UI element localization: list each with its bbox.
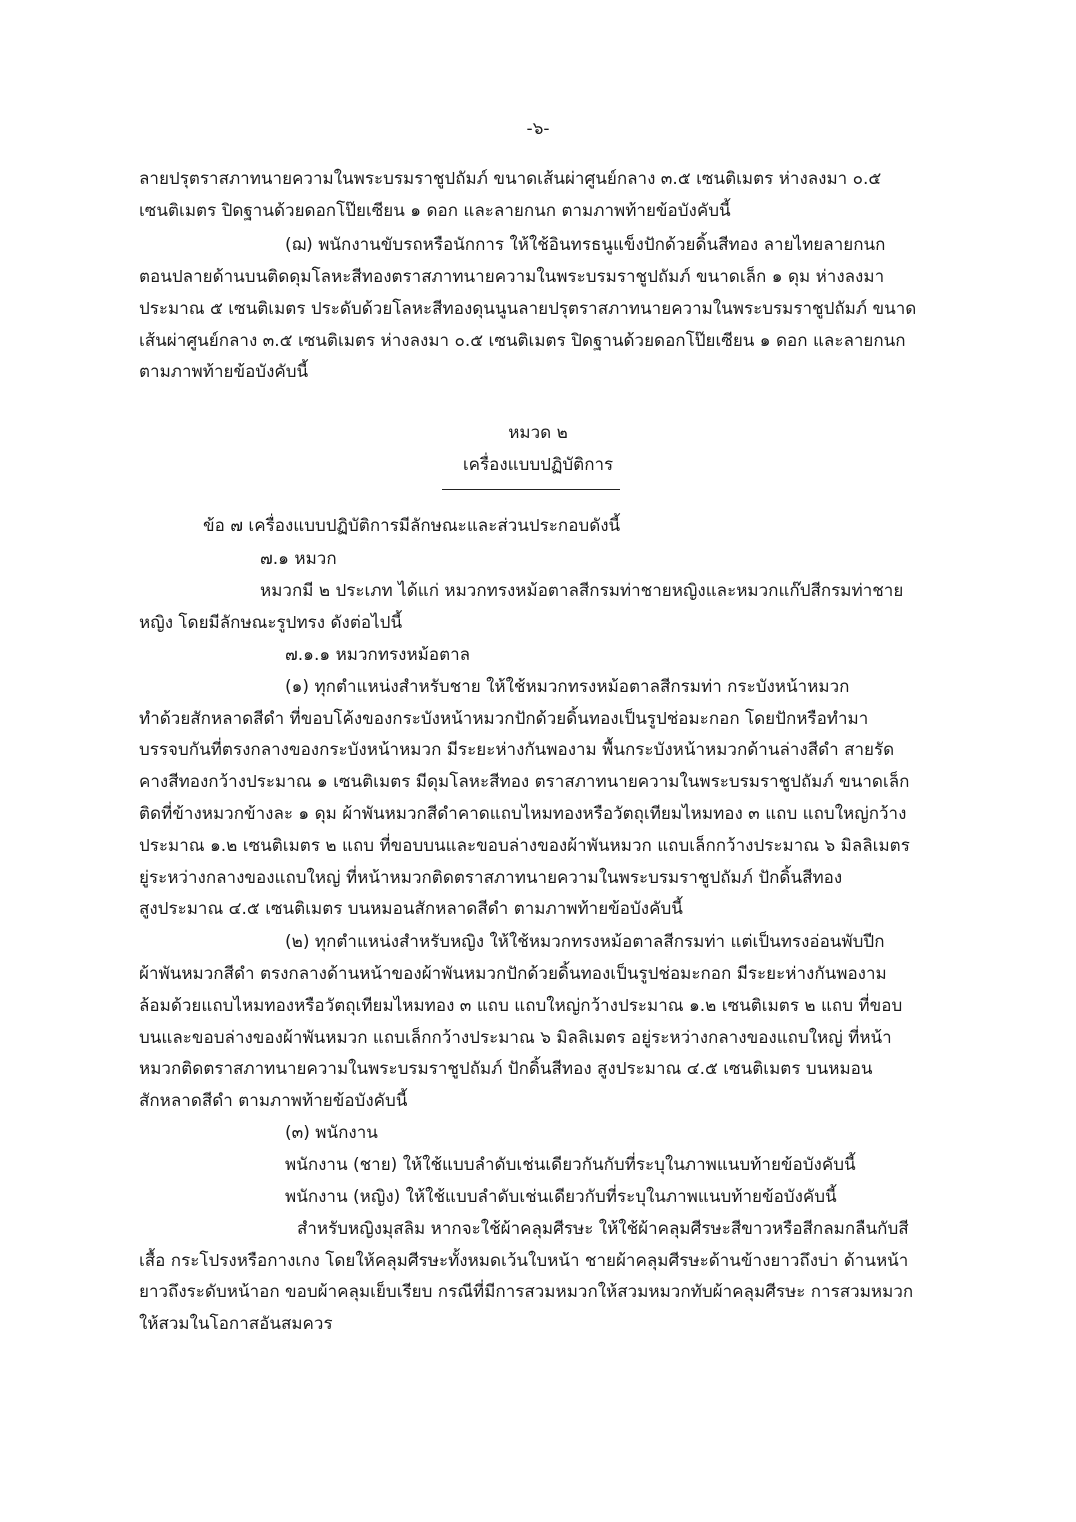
paragraph-line: หมวกติดตราสภาทนายความในพระบรมราชูปถัมภ์ ปักดิ้นสีทอง สูงประมาณ ๔.๕ เซนติเมตร บนหมอน bbox=[139, 1059, 873, 1079]
paragraph-line: ผ้าพันหมวกสีดำ ตรงกลางด้านหน้าของผ้าพันหมวกปักด้วยดิ้นทองเป็นรูปช่อมะกอก มีระยะห่างกันพองาม bbox=[139, 964, 887, 984]
paragraph-line: เซนติเมตร ปิดฐานด้วยดอกโป๊ยเซียน ๑ ดอก และลายกนก ตามภาพท้ายข้อบังคับนี้ bbox=[139, 201, 731, 221]
paragraph-line: หมวกมี ๒ ประเภท ได้แก่ หมวกทรงหม้อตาลสีกรมท่าชายหญิงและหมวกแก๊ปสีกรมท่าชาย bbox=[260, 581, 904, 601]
paragraph-line: ยาวถึงระดับหน้าอก ขอบผ้าคลุมเย็บเรียบ กรณีที่มีการสวมหมวกให้สวมหมวกทับผ้าคลุมศีรษะ การสวมหมวก bbox=[139, 1282, 914, 1302]
chapter-number: หมวด ๒ bbox=[508, 423, 568, 443]
paragraph-line: ทำด้วยสักหลาดสีดำ ที่ขอบโค้งของกระบังหน้าหมวกปักด้วยดิ้นทองเป็นรูปช่อมะกอก โดยปักหรือทำมา bbox=[139, 709, 869, 729]
paragraph-line: หญิง โดยมีลักษณะรูปทรง ดังต่อไปนี้ bbox=[139, 613, 403, 633]
section-heading: ๗.๑ หมวก bbox=[260, 549, 337, 569]
paragraph-line: พนักงาน (หญิง) ให้ใช้แบบลำดับเช่นเดียวกับที่ระบุในภาพแนบท้ายข้อบังคับนี้ bbox=[285, 1187, 837, 1207]
paragraph-line: ลายปรุตราสภาทนายความในพระบรมราชูปถัมภ์ ขนาดเส้นผ่าศูนย์กลาง ๓.๕ เซนติเมตร ห่างลงมา ๐.๕ bbox=[139, 169, 882, 189]
paragraph-line: ประมาณ ๑.๒ เซนติเมตร ๒ แถบ ที่ขอบบนและขอบล่างของผ้าพันหมวก แถบเล็กกว้างประมาณ ๖ มิลลิเมตร bbox=[139, 836, 910, 856]
paragraph-line: ล้อมด้วยแถบไหมทองหรือวัตถุเทียมไหมทอง ๓ แถบ แถบใหญ่กว้างประมาณ ๑.๒ เซนติเมตร ๒ แถบ ที่ขอบ bbox=[139, 996, 903, 1016]
paragraph-line: ยู่ระหว่างกลางของแถบใหญ่ ที่หน้าหมวกติดตราสภาทนายความในพระบรมราชูปถัมภ์ ปักดิ้นสีทอง bbox=[139, 868, 843, 888]
paragraph-line: คางสีทองกว้างประมาณ ๑ เซนติเมตร มีดุมโลหะสีทอง ตราสภาทนายความในพระบรมราชูปถัมภ์ ขนาดเล็ก bbox=[139, 772, 910, 792]
paragraph-line: บรรจบกันที่ตรงกลางของกระบังหน้าหมวก มีระยะห่างกันพองาม พื้นกระบังหน้าหมวกด้านล่างสีดำ สายรัด bbox=[139, 740, 895, 760]
paragraph-line: สูงประมาณ ๔.๕ เซนติเมตร บนหมอนสักหลาดสีดำ ตามภาพท้ายข้อบังคับนี้ bbox=[139, 899, 683, 919]
paragraph-line: (๑) ทุกตำแหน่งสำหรับชาย ให้ใช้หมวกทรงหม้อตาลสีกรมท่า กระบังหน้าหมวก bbox=[285, 677, 850, 697]
paragraph-line: ประมาณ ๕ เซนติเมตร ประดับด้วยโลหะสีทองดุนนูนลายปรุตราสภาทนายความในพระบรมราชูปถัมภ์ ขนาด bbox=[139, 299, 917, 319]
paragraph-line: บนและขอบล่างของผ้าพันหมวก แถบเล็กกว้างประมาณ ๖ มิลลิเมตร อยู่ระหว่างกลางของแถบใหญ่ ที่หน้า bbox=[139, 1028, 892, 1048]
clause-heading: ข้อ ๗ เครื่องแบบปฏิบัติการมีลักษณะและส่วนประกอบดังนี้ bbox=[203, 516, 621, 536]
paragraph-line: ตอนปลายด้านบนติดดุมโลหะสีทองตราสภาทนายความในพระบรมราชูปถัมภ์ ขนาดเล็ก ๑ ดุม ห่างลงมา bbox=[139, 267, 885, 287]
paragraph-line: เส้นผ่าศูนย์กลาง ๓.๕ เซนติเมตร ห่างลงมา ๐.๕ เซนติเมตร ปิดฐานด้วยดอกโป๊ยเซียน ๑ ดอก และลายกนก bbox=[139, 331, 906, 351]
subsection-heading: ๗.๑.๑ หมวกทรงหม้อตาล bbox=[285, 645, 471, 665]
paragraph-line: พนักงาน (ชาย) ให้ใช้แบบลำดับเช่นเดียวกันกับที่ระบุในภาพแนบท้ายข้อบังคับนี้ bbox=[285, 1155, 856, 1175]
page-number: -๖- bbox=[526, 119, 550, 139]
paragraph-line: ติดที่ข้างหมวกข้างละ ๑ ดุม ผ้าพันหมวกสีดำคาดแถบไหมทองหรือวัตถุเทียมไหมทอง ๓ แถบ แถบใหญ่กว้าง bbox=[139, 804, 907, 824]
paragraph-line: สำหรับหญิงมุสลิม หากจะใช้ผ้าคลุมศีรษะ ให้ใช้ผ้าคลุมศีรษะสีขาวหรือสีกลมกลืนกับสี bbox=[297, 1219, 909, 1239]
chapter-divider bbox=[442, 489, 620, 490]
paragraph-line: (๒) ทุกตำแหน่งสำหรับหญิง ให้ใช้หมวกทรงหม้อตาลสีกรมท่า แต่เป็นทรงอ่อนพับปีก bbox=[285, 932, 885, 952]
paragraph-line: สักหลาดสีดำ ตามภาพท้ายข้อบังคับนี้ bbox=[139, 1091, 408, 1111]
paragraph-line: (ฌ) พนักงานขับรถหรือนักการ ให้ใช้อินทรธนูแข็งปักด้วยดิ้นสีทอง ลายไทยลายกนก bbox=[285, 235, 886, 255]
item-heading: (๓) พนักงาน bbox=[285, 1123, 378, 1143]
paragraph-line: เสื้อ กระโปรงหรือกางเกง โดยให้คลุมศีรษะทั้งหมดเว้นใบหน้า ชายผ้าคลุมศีรษะด้านข้างยาวถึงบ่า ด้านหน้า bbox=[139, 1251, 909, 1271]
paragraph-line: ให้สวมในโอกาสอันสมควร bbox=[139, 1314, 333, 1334]
paragraph-line: ตามภาพท้ายข้อบังคับนี้ bbox=[139, 362, 309, 382]
chapter-title: เครื่องแบบปฏิบัติการ bbox=[462, 455, 614, 475]
